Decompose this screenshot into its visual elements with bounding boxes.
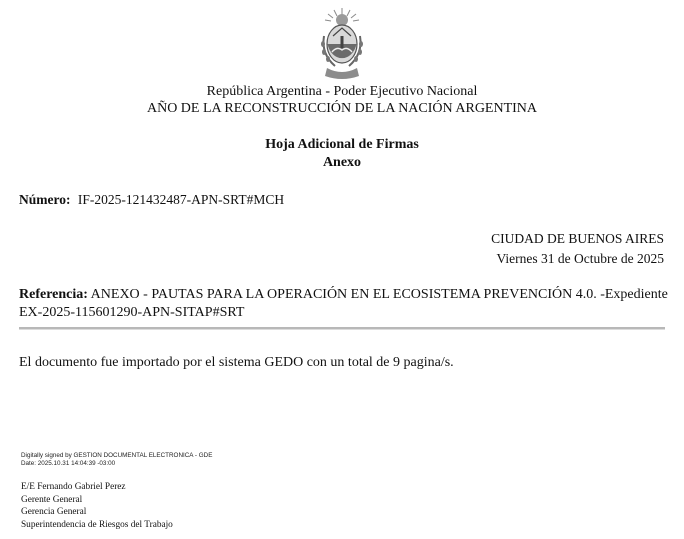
document-number-label: Número:	[19, 192, 71, 207]
signer-block	[21, 481, 173, 531]
digital-signature-date: Date: 2025.10.31 14:04:39 -03:00	[21, 460, 116, 467]
government-line: República Argentina - Poder Ejecutivo Nacional	[206, 84, 478, 99]
digital-signature-line: Digitally signed by GESTION DOCUMENTAL ELECTRONICA - GDE	[21, 452, 213, 459]
year-motto: AÑO DE LA RECONSTRUCCIÓN DE LA NACIÓN ARGENTINA	[146, 101, 538, 116]
import-note: El documento fue importado por el sistema GEDO con un total de 9 pagina/s.	[19, 355, 454, 370]
coat-of-arms-icon	[317, 6, 367, 82]
city: CIUDAD DE BUENOS AIRES	[491, 231, 664, 246]
document-number-value: IF-2025-121432487-APN-SRT#MCH	[77, 192, 285, 207]
document-number	[19, 192, 284, 208]
signer-name: E/E Fernando Gabriel Perez	[21, 482, 126, 492]
reference	[19, 286, 669, 322]
reference-text: ANEXO - PAUTAS PARA LA OPERACIÓN EN EL ECOSISTEMA PREVENCIÓN 4.0. -Expediente EX-2025-115601290-APN-SITAP#SRT	[19, 287, 668, 320]
date: Viernes 31 de Octubre de 2025	[496, 251, 664, 266]
document-subtitle: Anexo	[322, 155, 362, 170]
signer-organization: Superintendencia de Riesgos del Trabajo	[21, 519, 173, 530]
signer-title: Gerente General	[21, 494, 83, 505]
signer-unit: Gerencia General	[21, 507, 87, 517]
digital-signature-stamp	[21, 452, 212, 468]
document-title: Hoja Adicional de Firmas	[265, 137, 419, 152]
reference-label: Referencia:	[19, 287, 88, 302]
divider	[19, 327, 665, 330]
